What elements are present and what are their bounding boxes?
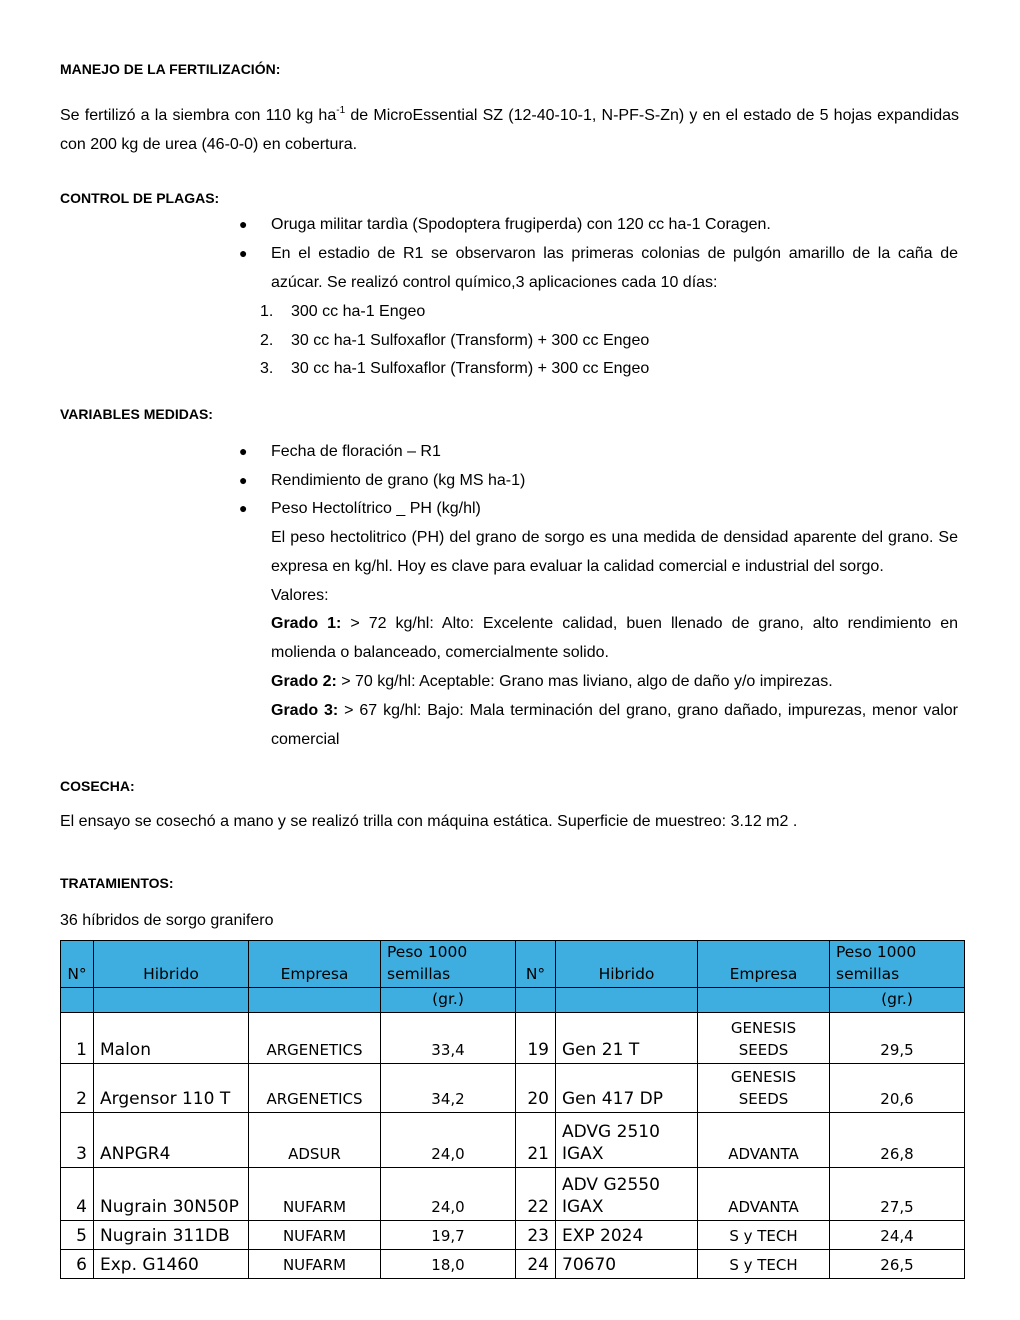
table-row [61, 1064, 965, 1113]
hybrid-name: 70670 [556, 1250, 698, 1279]
empty-cell [556, 988, 698, 1013]
fertilization-paragraph: Se fertilizó a la siembra con 110 kg $ha^{-1}$ de MicroEssential SZ (12-40-10-1, N-PF-S-Zn) y en el estado de 5 hojas expandidas con 200 kg de urea (46-0-0) en cobertura. [60, 105, 959, 153]
seed-weight: 26,5 [830, 1250, 965, 1279]
hybrid-name: Nugrain 30N50P [94, 1168, 249, 1221]
company-name: ADVANTA [698, 1168, 830, 1221]
row-number: 24 [516, 1250, 556, 1279]
company-name: NUFARM [249, 1221, 381, 1250]
row-number: 23 [516, 1221, 556, 1250]
row-number: 2 [61, 1064, 94, 1113]
header-company: Empresa [249, 941, 381, 988]
header-hybrid: Hibrido [94, 941, 249, 988]
pests-step-1: 1. 300 cc ha-1 Engeo [260, 303, 426, 320]
seed-weight: 18,0 [381, 1250, 516, 1279]
company-name: GENESIS SEEDS [698, 1013, 830, 1064]
hybrid-name: Gen 417 DP [556, 1064, 698, 1113]
variables-bullet-2: ● Rendimiento de grano (kg MS ha-1) [271, 466, 958, 495]
empty-cell [516, 988, 556, 1013]
empty-cell [61, 988, 94, 1013]
hybrid-name: ANPGR4 [94, 1113, 249, 1168]
variables-bullet-1: ● Fecha de floración – R1 [271, 437, 958, 466]
empty-cell [94, 988, 249, 1013]
grade-1: Grado 1: > 72 kg/hl: Alto: Excelente calidad, buen llenado de grano, alto rendimiento en molienda o balanceado, comercialmente solido. [271, 615, 958, 661]
table-row [61, 1113, 965, 1168]
variables-heading: VARIABLES MEDIDAS: [60, 406, 213, 422]
seed-weight: 33,4 [381, 1013, 516, 1064]
seed-weight: 24,0 [381, 1113, 516, 1168]
seed-weight: 19,7 [381, 1221, 516, 1250]
hybrid-name: Argensor 110 T [94, 1064, 249, 1113]
hybrid-name: EXP 2024 [556, 1221, 698, 1250]
ph-description: El peso hectolitrico (PH) del grano de sorgo es una medida de densidad aparente del grano. Se expresa en kg/hl. Hoy es clave para evaluar la calidad comercial e industrial del sorgo. [271, 529, 958, 575]
fertilization-heading: MANEJO DE LA FERTILIZACIÓN: [60, 61, 281, 77]
hybrid-name: Nugrain 311DB [94, 1221, 249, 1250]
company-name: S y TECH [698, 1221, 830, 1250]
header-num: N° [61, 941, 94, 988]
bullet-icon: ● [239, 472, 248, 488]
header-num: N° [516, 941, 556, 988]
company-name: NUFARM [249, 1168, 381, 1221]
seed-weight: 27,5 [830, 1168, 965, 1221]
bullet-icon: ● [239, 500, 248, 516]
pests-step-2: 2. 30 cc ha-1 Sulfoxaflor (Transform) + 300 cc Engeo [260, 332, 650, 349]
treatments-heading: TRATAMIENTOS: [60, 875, 174, 891]
harvest-paragraph: El ensayo se cosechó a mano y se realizó trilla con máquina estática. Superficie de muestreo: 3.12 m2 . [60, 813, 798, 830]
header-company: Empresa [698, 941, 830, 988]
row-number: 19 [516, 1013, 556, 1064]
row-number: 5 [61, 1221, 94, 1250]
pests-bullet-2: ● En el estadio de R1 se observaron las primeras colonias de pulgón amarillo de la caña de azúcar. Se realizó control químico,3 aplicaciones cada 10 días: [271, 239, 958, 297]
table-row [61, 1013, 965, 1064]
seed-weight: 29,5 [830, 1013, 965, 1064]
company-name: NUFARM [249, 1250, 381, 1279]
company-name: ARGENETICS [249, 1013, 381, 1064]
header-hybrid: Hibrido [556, 941, 698, 988]
hybrid-name: Exp. G1460 [94, 1250, 249, 1279]
seed-weight: 24,0 [381, 1168, 516, 1221]
seed-weight: 24,4 [830, 1221, 965, 1250]
pests-step-3: 3. 30 cc ha-1 Sulfoxaflor (Transform) + 300 cc Engeo [260, 360, 650, 377]
harvest-heading: COSECHA: [60, 778, 135, 794]
table-row [61, 1250, 965, 1279]
company-name: ARGENETICS [249, 1064, 381, 1113]
row-number: 21 [516, 1113, 556, 1168]
pests-heading: CONTROL DE PLAGAS: [60, 190, 220, 206]
header-weight-unit: (gr.) [830, 988, 965, 1013]
header-weight: Peso 1000 semillas [381, 941, 516, 988]
values-label: Valores: [271, 587, 329, 604]
seed-weight: 34,2 [381, 1064, 516, 1113]
bullet-icon: ● [239, 245, 248, 261]
row-number: 22 [516, 1168, 556, 1221]
table-header-row [61, 941, 965, 988]
header-weight-unit: (gr.) [381, 988, 516, 1013]
grade-2: Grado 2: > 70 kg/hl: Aceptable: Grano mas liviano, algo de daño y/o impirezas. [271, 673, 833, 690]
header-weight: Peso 1000 semillas [830, 941, 965, 988]
bullet-icon: ● [239, 443, 248, 459]
table-row [61, 1221, 965, 1250]
seed-weight: 26,8 [830, 1113, 965, 1168]
row-number: 3 [61, 1113, 94, 1168]
empty-cell [698, 988, 830, 1013]
table-subheader-row [61, 988, 965, 1013]
row-number: 20 [516, 1064, 556, 1113]
company-name: ADVANTA [698, 1113, 830, 1168]
pests-bullet-1: ● Oruga militar tardìa (Spodoptera frugiperda) con 120 cc ha-1 Coragen. [271, 210, 958, 239]
company-name: ADSUR [249, 1113, 381, 1168]
hybrid-name: Malon [94, 1013, 249, 1064]
row-number: 1 [61, 1013, 94, 1064]
company-name: GENESIS SEEDS [698, 1064, 830, 1113]
bullet-icon: ● [239, 216, 248, 232]
empty-cell [249, 988, 381, 1013]
hybrid-name: Gen 21 T [556, 1013, 698, 1064]
row-number: 4 [61, 1168, 94, 1221]
hybrid-name: ADV G2550 IGAX [556, 1168, 698, 1221]
hybrid-name: ADVG 2510 IGAX [556, 1113, 698, 1168]
treatments-subtitle: 36 híbridos de sorgo granifero [60, 912, 274, 929]
row-number: 6 [61, 1250, 94, 1279]
company-name: S y TECH [698, 1250, 830, 1279]
table-row [61, 1168, 965, 1221]
seed-weight: 20,6 [830, 1064, 965, 1113]
grade-3: Grado 3: > 67 kg/hl: Bajo: Mala terminación del grano, grano dañado, impurezas, menor valor comercial [271, 702, 958, 748]
hybrids-table [60, 940, 965, 1279]
variables-bullet-3: ● Peso Hectolítrico _ PH (kg/hl) [271, 494, 958, 523]
